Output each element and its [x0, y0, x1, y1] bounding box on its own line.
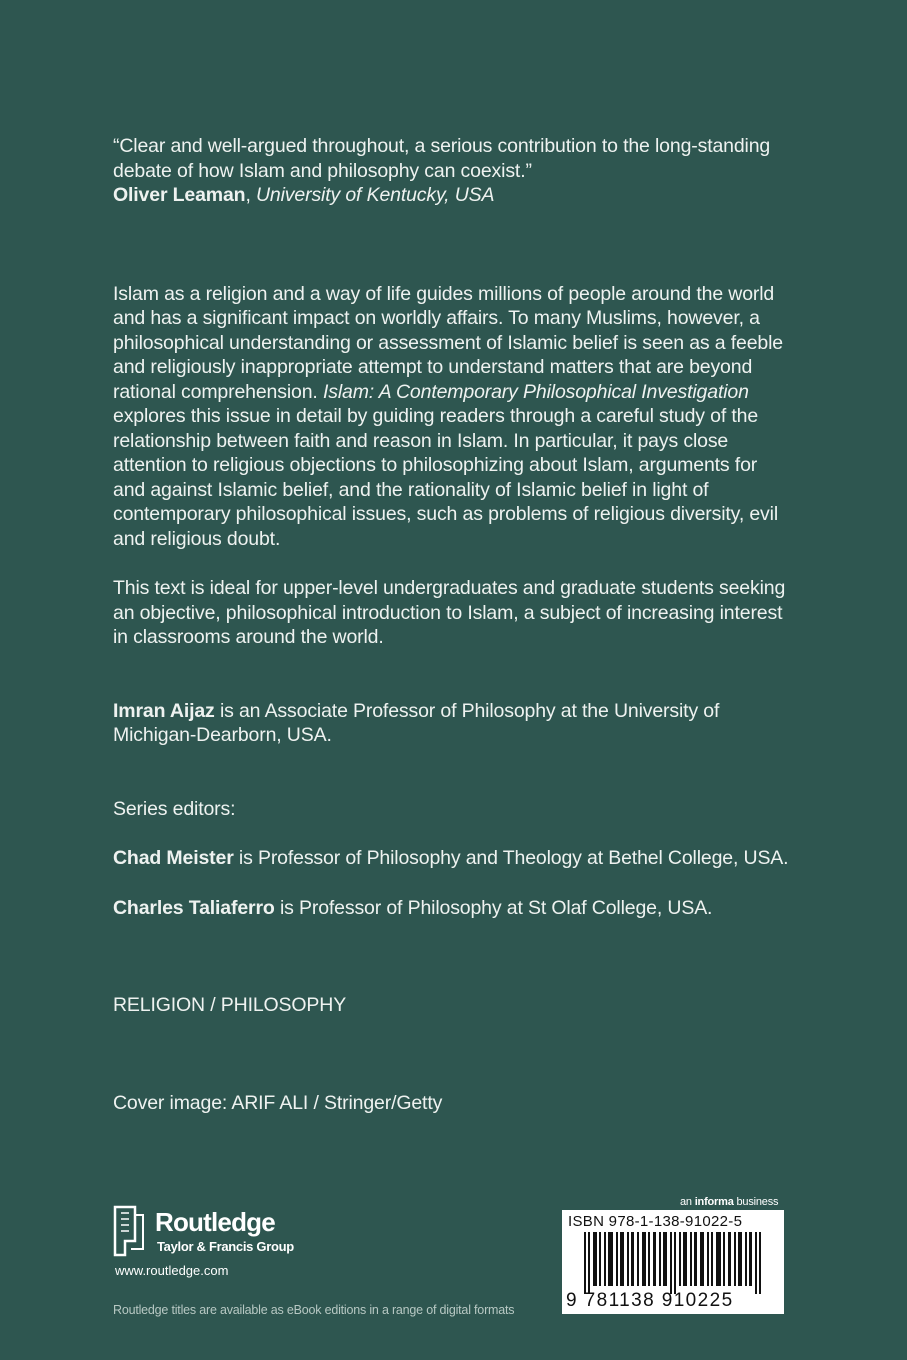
routledge-logo-icon — [113, 1205, 145, 1257]
informa-brand: informa — [694, 1196, 734, 1208]
publisher-url[interactable]: www.routledge.com — [115, 1263, 229, 1278]
barcode-icon — [562, 1232, 784, 1294]
editor-name: Chad Meister — [113, 847, 234, 869]
description-part1: Islam as a religion and a way of life guides millions of people around the world and has a significant impact on worldly affairs. To many Muslims, however, a philosophical understanding or assessment of Islamic belief is seen as a feeble and religiously inappropriate attempt to understand matters that are beyond rational comprehension. — [113, 282, 783, 403]
informa-business-label — [680, 1196, 778, 1209]
ean-right-group: 910225 — [661, 1290, 734, 1311]
ean-left-group: 781138 — [584, 1290, 656, 1311]
publisher-name: Routledge — [155, 1207, 275, 1237]
endorsement-quote — [113, 134, 793, 208]
publisher-logo — [113, 1205, 413, 1265]
book-title: Islam: A Contemporary Philosophical Investigation — [322, 380, 749, 403]
series-editor — [113, 896, 793, 921]
isbn-barcode — [562, 1210, 784, 1314]
back-cover-text — [113, 134, 793, 1115]
informa-prefix: an — [680, 1196, 695, 1208]
book-description — [113, 282, 793, 552]
author-name: Imran Aijaz — [113, 699, 215, 722]
reviewer-comma: , — [245, 184, 256, 206]
cover-credit: Cover image: ARIF ALI / Stringer/Getty — [113, 1091, 443, 1114]
reviewer-name: Oliver Leaman — [113, 184, 246, 206]
author-bio-text: is an Associate Professor of Philosophy at the University of Michigan-Dearborn, USA. — [113, 699, 720, 746]
author-bio — [113, 699, 793, 748]
ebook-note: Routledge titles are available as eBook editions in a range of digital formats — [113, 1303, 515, 1317]
editor-bio: is Professor of Philosophy and Theology at Bethel College, USA. — [233, 847, 789, 869]
subject-category: RELIGION / PHILOSOPHY — [113, 994, 347, 1016]
publisher-group: Taylor & Francis Group — [157, 1239, 294, 1254]
quote-text: “Clear and well-argued throughout, a serious contribution to the long-standing debate of how Islam and philosophy can coexist.” — [113, 135, 771, 182]
editor-name: Charles Taliaferro — [113, 896, 275, 919]
audience-paragraph: This text is ideal for upper-level undergraduates and graduate students seeking an objective, philosophical introduction to Islam, a subject of increasing interest in classrooms around the world. — [113, 577, 786, 648]
isbn-number: ISBN 978-1-138-91022-5 — [568, 1213, 743, 1230]
ean-digits — [566, 1290, 734, 1312]
series-editors-heading: Series editors: — [113, 797, 236, 820]
series-editor — [113, 846, 793, 871]
description-part2: explores this issue in detail by guiding readers through a careful study of the relationship between faith and reason in Islam. In particular, it pays close attention to religious objections to philosophizing about Islam, arguments for and against Islamic belief, and the rationality of Islamic belief in light of contemporary philosophical issues, such as problems of religious diversity, evil and religious doubt. — [113, 405, 779, 550]
informa-suffix: business — [733, 1196, 779, 1208]
editor-bio: is Professor of Philosophy at St Olaf College, USA. — [274, 896, 713, 919]
reviewer-affiliation: University of Kentucky, USA — [256, 184, 495, 206]
ean-first-digit: 9 — [566, 1290, 578, 1311]
